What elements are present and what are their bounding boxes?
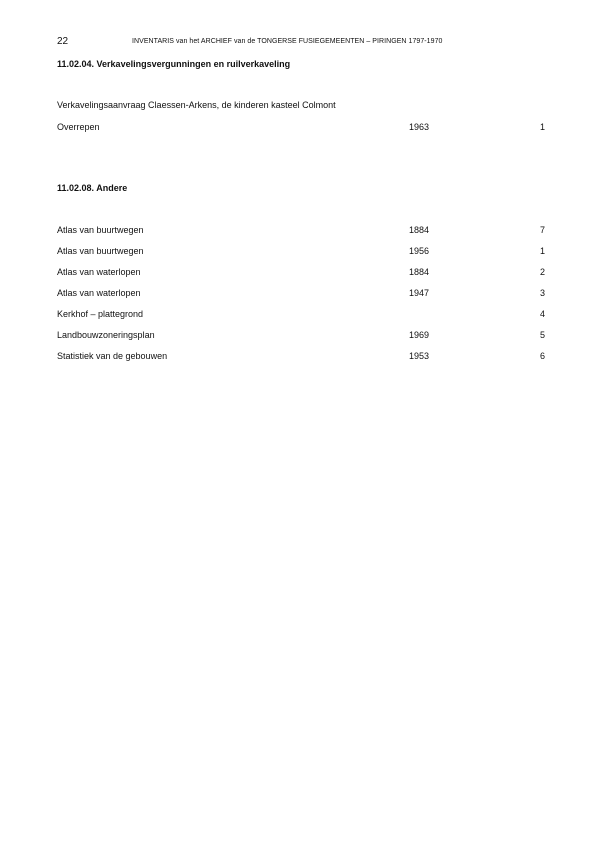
row-number: 1 [539,122,545,132]
inventory-row [57,267,545,279]
row-year: 1956 [409,246,430,256]
row-title: Atlas van waterlopen [57,288,141,298]
row-title: Statistiek van de gebouwen [57,351,168,361]
inventory-row [57,351,545,363]
row-title: Atlas van waterlopen [57,267,141,277]
row-number: 7 [539,225,545,235]
inventory-row [57,288,545,300]
inventory-row [57,122,545,134]
section-intro-paragraph: Verkavelingsaanvraag Claessen-Arkens, de kinderen kasteel Colmont [57,100,336,110]
inventory-row [57,330,545,342]
inventory-row [57,225,545,237]
row-title: Kerkhof – plattegrond [57,309,144,319]
page-number: 22 [57,36,69,47]
row-number: 3 [539,288,545,298]
running-header: INVENTARIS van het ARCHIEF van de TONGERSE FUSIEGEMEENTEN – PIRINGEN 1797-1970 [132,38,443,45]
row-year: 1953 [409,351,430,361]
row-year: 1884 [409,225,430,235]
row-number: 4 [539,309,545,319]
section-heading-verkavelingsvergunningen: 11.02.04. Verkavelingsvergunningen en ruilverkaveling [57,59,291,69]
row-year: 1963 [409,122,430,132]
row-title: Landbouwzoneringsplan [57,330,155,340]
row-title: Atlas van buurtwegen [57,246,144,256]
inventory-row [57,309,545,321]
row-number: 2 [539,267,545,277]
inventory-row [57,246,545,258]
row-year: 1969 [409,330,430,340]
row-year: 1884 [409,267,430,277]
section-heading-andere: 11.02.08. Andere [57,183,128,193]
row-number: 5 [539,330,545,340]
row-title: Atlas van buurtwegen [57,225,144,235]
row-number: 1 [539,246,545,256]
row-year: 1947 [409,288,430,298]
row-title: Overrepen [57,122,100,132]
row-number: 6 [539,351,545,361]
